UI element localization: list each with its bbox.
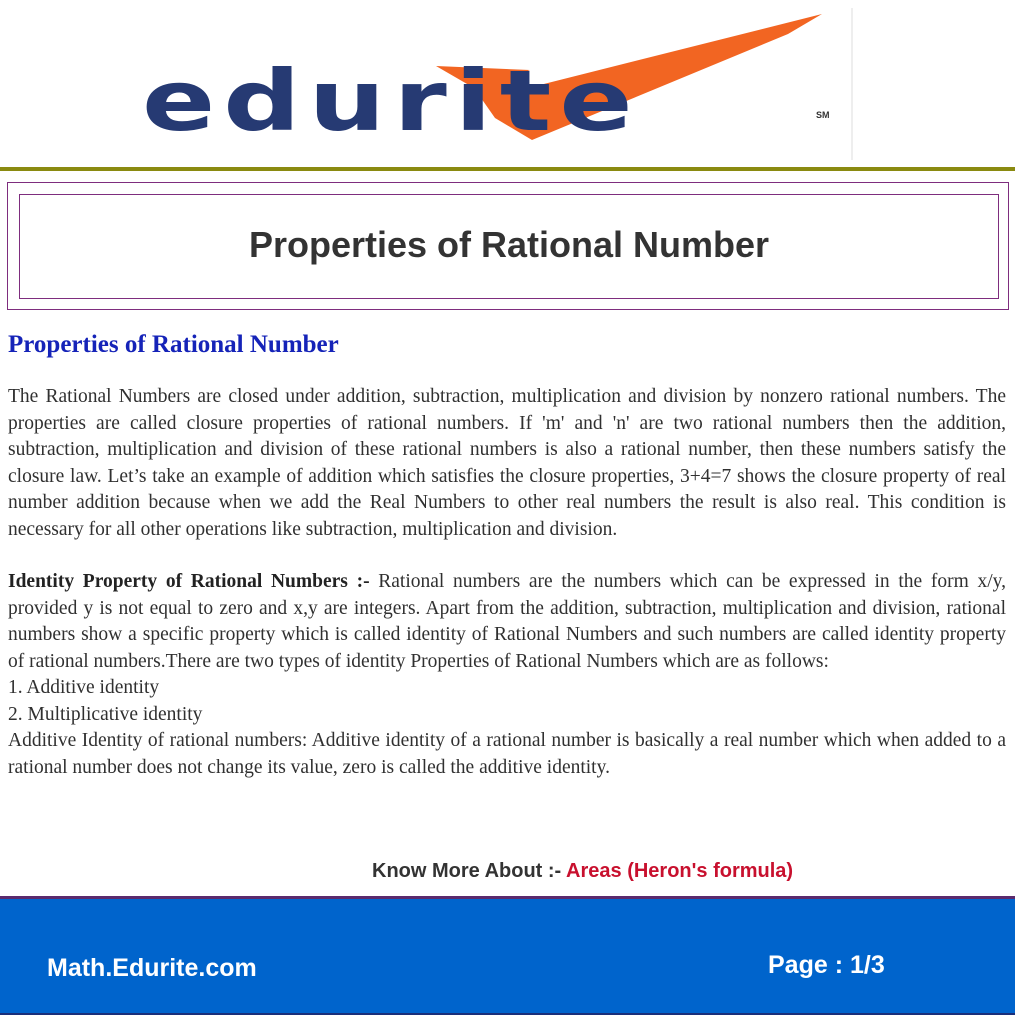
article-body bbox=[8, 330, 1006, 781]
additive-identity-paragraph: Additive Identity of rational numbers: Additive identity of a rational number is basically a real number which when added to a rational number does not change its value, zero is called the additive identity. bbox=[8, 730, 1006, 778]
know-more-label: Know More About :- bbox=[372, 860, 562, 882]
know-more bbox=[372, 860, 793, 883]
service-mark: SM bbox=[816, 110, 830, 120]
footer-bar bbox=[0, 896, 1015, 1015]
know-more-link[interactable]: Areas (Heron's formula) bbox=[566, 860, 794, 882]
page-indicator: Page : 1/3 bbox=[768, 951, 885, 979]
footer-site-link[interactable]: Math.Edurite.com bbox=[47, 954, 257, 982]
logo-edge-divider bbox=[851, 8, 853, 160]
list-item: 2. Multiplicative identity bbox=[8, 703, 203, 725]
header-divider bbox=[0, 167, 1015, 171]
page-title: Properties of Rational Number bbox=[248, 224, 770, 265]
title-box bbox=[7, 182, 1009, 310]
logo-wordmark: edurite bbox=[142, 52, 641, 151]
closure-paragraph: The Rational Numbers are closed under addition, subtraction, multiplication and division by nonzero rational numbers. The properties are called closure properties of rational numbers. If 'm' and 'n' are two rational numbers then the addition, subtraction, multiplication and division of these rational numbers is also a rational number, then these numbers satisfy the closure law. Let’s take an example of addition which satisfies the closure properties, 3+4=7 shows the closure property of real number addition because when we add the Real Numbers to other real numbers the result is also real. This condition is necessary for all other operations like subtraction, multiplication and division. bbox=[8, 386, 1006, 540]
list-item: 1. Additive identity bbox=[8, 677, 160, 698]
edurite-logo bbox=[140, 8, 856, 160]
section-heading: Properties of Rational Number bbox=[8, 331, 339, 358]
title-inner-box bbox=[19, 194, 999, 299]
identity-paragraph bbox=[8, 569, 1006, 675]
identity-text: Rational numbers are the numbers which can be expressed in the form x/y, provided y is not equal to zero and x,y are integers. Apart from the addition, subtraction, multiplication and division, rational numbers show a specific property which is called identity of Rational Numbers and such numbers are called identity property of rational numbers.There are two types of identity Properties of Rational Numbers which are as follows: bbox=[8, 571, 1006, 672]
identity-lead: Identity Property of Rational Numbers :- bbox=[8, 571, 370, 592]
